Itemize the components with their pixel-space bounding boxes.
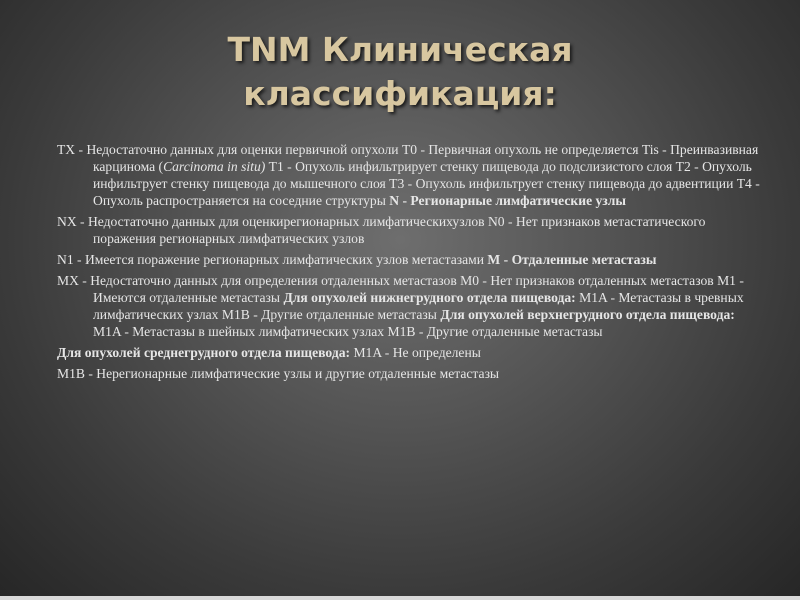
subheading-mid-thoracic: Для опухолей среднегрудного отдела пищевода:: [57, 345, 351, 360]
subheading-upper-thoracic: Для опухолей верхнегрудного отдела пищевода:: [440, 307, 735, 322]
text-run: TX - Недостаточно данных для оценки первичной опухоли T0 - Первичная опухоль не определяется Tis - Преинвазивная карцинома (: [57, 142, 759, 174]
title-line-1: TNM Клиническая: [227, 30, 573, 69]
text-run: MX - Недостаточно данных для определения отдаленных метастазов M0 - Нет признаков отдаленных метастазов M1 - Имеются отдаленные метастазы: [57, 273, 744, 305]
paragraph-nx: [57, 213, 763, 247]
section-heading-n: N - Регионарные лимфатические узлы: [389, 193, 627, 208]
title-line-2: классификация:: [243, 74, 557, 113]
italic-run: Carcinoma in situ): [163, 159, 266, 174]
paragraph-t-classification: [57, 141, 763, 209]
text-run: M1A - Метастазы в чревных лимфатических узлах M1B - Другие отдаленные метастазы: [93, 290, 744, 322]
paragraph-m1b: [57, 365, 763, 382]
slide-content: [57, 141, 763, 386]
bottom-edge-strip: [0, 596, 800, 600]
text-run: T1 - Опухоль инфильтрирует стенку пищевода до подслизистого слоя T2 - Опухоль инфильтрует стенку пищевода до мышечного слоя T3 - Опухоль инфильтрует стенку пищевода до адвентиции T4 - Опухоль распространяется на соседние структуры: [93, 159, 760, 208]
subheading-lower-thoracic: Для опухолей нижнегрудного отдела пищевода:: [283, 290, 576, 305]
text-run: NX - Недостаточно данных для оценкирегионарных лимфатическихузлов N0 - Нет признаков метастатического поражения регионарных лимфатических узлов: [57, 214, 706, 246]
slide-title: [120, 28, 680, 116]
paragraph-mid-thoracic: [57, 344, 763, 361]
paragraph-n1: [57, 251, 763, 268]
text-run: N1 - Имеется поражение регионарных лимфатических узлов метастазами: [57, 252, 488, 267]
text-run: M1B - Нерегионарные лимфатические узлы и другие отдаленные метастазы: [57, 366, 500, 381]
text-run: M1A - Не определены: [350, 345, 481, 360]
section-heading-m: M - Отдаленные метастазы: [487, 252, 657, 267]
text-run: M1A - Метастазы в шейных лимфатических узлах M1B - Другие отдаленные метастазы: [93, 324, 603, 339]
paragraph-mx: [57, 272, 763, 340]
